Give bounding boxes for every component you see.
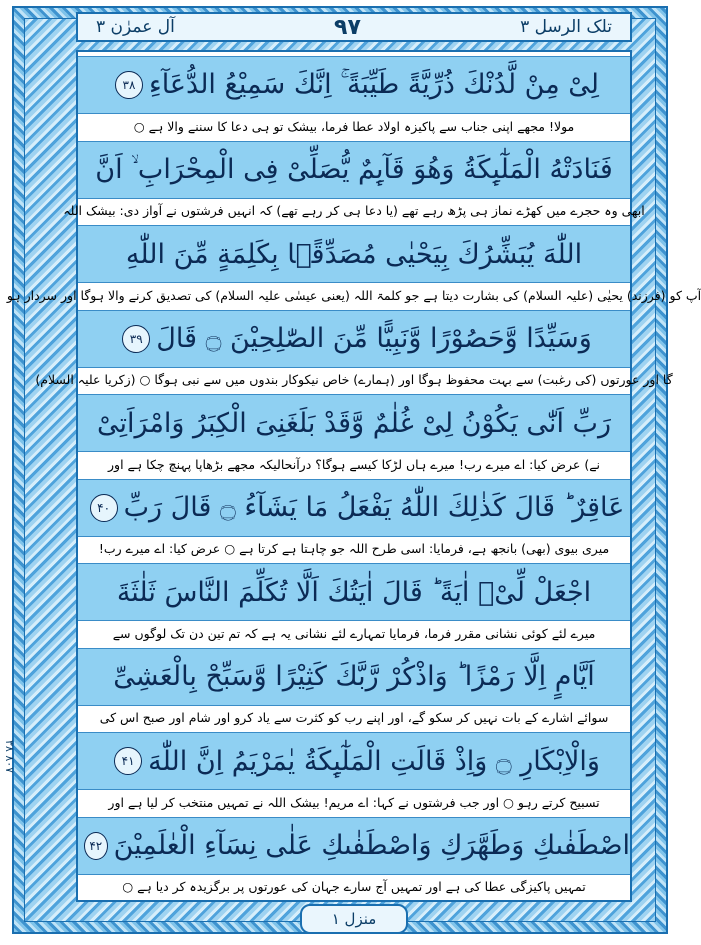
ayah-number-marker: ۴۲ <box>84 832 108 860</box>
urdu-translation-line: آپ کو (فرزند) یحیٰی (علیہ السلام) کی بشارت دیتا ہے جو کلمۃ اللہ (یعنی عیسٰی علیہ السلام) کی تصدیق کرنے والا ہوگا اور سردار ہو <box>6 287 701 303</box>
arabic-text: اللّٰهَ یُبَشِّرُكَ بِیَحْیٰى مُصَدِّقًۢا بِكَلِمَةٍ مِّنَ اللّٰهِ <box>125 238 583 270</box>
urdu-translation-line: میری بیوی (بھی) بانجھ ہے، فرمایا: اسی طرح اللہ جو چاہتا ہے کرتا ہے ○ عرض کیا: اے میرے رب! <box>98 541 610 556</box>
arabic-line <box>78 817 630 875</box>
page-header <box>76 12 632 42</box>
arabic-text: اصْطَفٰىكِ وَطَهَّرَكِ وَاصْطَفٰىكِ عَلٰى نِسَآءِ الْعٰلَمِیْنَ <box>113 830 630 861</box>
arabic-text: فَنَادَتْهُ الْمَلٰٓىِٕكَةُ وَهُوَ قَآىِٕمٌ یُّصَلِّیْ فِی الْمِحْرَابِ ۙ اَنَّ <box>95 153 613 185</box>
urdu-translation-line: ابھی وہ حجرے میں کھڑے نماز ہی پڑھ رہے تھے (یا دعا ہی کر رہے تھے) کہ انہیں فرشتوں نے آواز دی: بیشک اللہ <box>63 203 645 218</box>
urdu-translation-line: مولا! مجھے اپنی جناب سے پاکیزہ اولاد عطا فرما، بیشک تو ہی دعا کا سننے والا ہے ○ <box>133 118 575 134</box>
arabic-line <box>78 310 630 368</box>
ayah-number-marker: ۳۹ <box>122 325 150 353</box>
urdu-translation-line: نے) عرض کیا: اے میرے رب! میرے ہاں لڑکا کیسے ہوگا؟ درآنحالیکہ مجھے بڑھاپا پہنچ چکا ہے اور <box>108 456 601 472</box>
arabic-line <box>78 732 630 790</box>
arabic-text: اَیَّامٍ اِلَّا رَمْزًا ؕ وَاذْكُرْ رَّبَّكَ كَثِیْرًا وَّسَبِّحْ بِالْعَشِیِّ <box>113 661 595 692</box>
ayah-number-marker: ۴۱ <box>114 747 142 775</box>
arabic-line <box>78 563 630 621</box>
urdu-translation-line: تمہیں پاکیزگی عطا کی ہے اور تمہیں آج سارے جہان کی عورتوں پر برگزیدہ کر دیا ہے ○ <box>122 879 586 894</box>
arabic-line <box>78 648 630 706</box>
arabic-text: اجْعَلْ لِّیْۤ اٰیَةً ؕ قَالَ اٰیَتُكَ اَلَّا تُكَلِّمَ النَّاسَ ثَلٰثَةَ <box>116 576 592 608</box>
arabic-text: لِیْ مِنْ لَّدُنْكَ ذُرِّیَّةً طَیِّبَةً ۚ اِنَّكَ سَمِیْعُ الدُّعَآءِ <box>149 69 600 100</box>
arabic-line <box>78 394 630 452</box>
ayah-number-marker: ۴۰ <box>90 494 118 522</box>
manzil-label: منزل ۱ <box>300 904 408 934</box>
page-number: ۹۷ <box>334 14 361 40</box>
juz-title: تلک الرسل ۳ <box>520 17 612 37</box>
side-marker: ۳۸ ۸۰۷ <box>3 740 16 774</box>
ayah-number-marker: ۳۸ <box>115 71 143 99</box>
arabic-line <box>78 225 630 283</box>
arabic-line <box>78 479 630 537</box>
urdu-translation-line: میرے لئے کوئی نشانی مقرر فرما، فرمایا تمہارے لئے نشانی یہ ہے کہ تم تین دن تک لوگوں سے <box>112 625 596 641</box>
arabic-text: وَسَیِّدًا وَّحَصُوْرًا وَّنَبِیًّا مِّنَ الصّٰلِحِیْنَ ۝ قَالَ <box>156 323 592 354</box>
urdu-translation-line: سوائے اشارے کے بات نہیں کر سکو گے، اور اپنے رب کو کثرت سے یاد کرو اور شام اور صبح اس کی <box>99 710 609 725</box>
arabic-line <box>78 141 630 199</box>
urdu-translation-line: تسبیح کرتے رہو ○ اور جب فرشتوں نے کہا: اے مریم! بیشک اللہ نے تمہیں منتخب کر لیا ہے اور <box>108 794 600 810</box>
arabic-text: رَبِّ اَنّٰى یَكُوْنُ لِیْ غُلٰمٌ وَّقَدْ بَلَغَنِیَ الْكِبَرُ وَامْرَاَتِیْ <box>97 407 611 439</box>
arabic-text: وَالْاِبْكَارِ ۝ وَاِذْ قَالَتِ الْمَلٰٓىِٕكَةُ یٰمَرْیَمُ اِنَّ اللّٰهَ <box>148 745 600 777</box>
arabic-text: عَاقِرٌ ؕ قَالَ كَذٰلِكَ اللّٰهُ یَفْعَلُ مَا یَشَآءُ ۝ قَالَ رَبِّ <box>123 492 625 523</box>
surah-title: آل عمرٰن ۳ <box>96 17 175 37</box>
urdu-translation-line: گا اور عورتوں (کی رغبت) سے بہت محفوظ ہوگا اور (ہمارے) خاص نیکوکار بندوں میں سے نبی ہوگا ○ (زکریا علیہ السلام) <box>35 372 673 387</box>
arabic-line <box>78 56 630 114</box>
